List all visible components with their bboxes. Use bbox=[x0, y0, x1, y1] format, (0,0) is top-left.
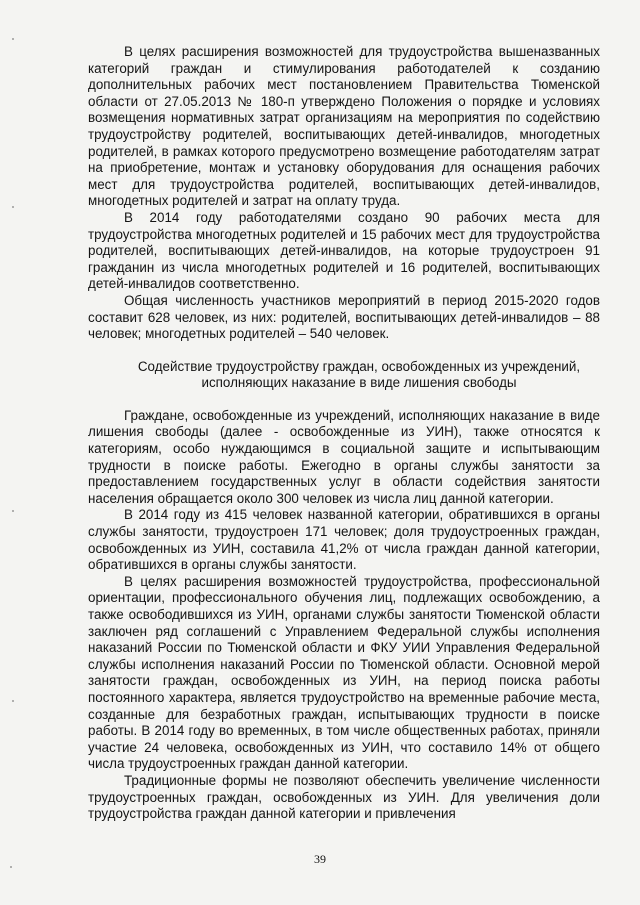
paragraph-3: Общая численность участников мероприятий в период 2015-2020 годов составит 628 человек, из них: родителей, воспитывающих детей-инвалидов – 88 человек; многодетных родителей – 540 человек. bbox=[88, 292, 600, 342]
page-number: 39 bbox=[314, 852, 326, 866]
paragraph-7: Традиционные формы не позволяют обеспечить увеличение численности трудоустроенных граждан, освобожденных из УИН. Для увеличения доли трудоустройства граждан данной категории и привлечения bbox=[88, 772, 600, 822]
paragraph-4: Граждане, освобожденные из учреждений, исполняющих наказание в виде лишения свободы (далее - освобожденные из УИН), также относятся к категориям, особо нуждающимся в социальной защите и испытывающим трудности в поиске работы. Ежегодно в органы службы занятости за предоставлением государственных услуг в области содействия занятости населения обращается около 300 человек из числа лиц данной категории. bbox=[88, 407, 600, 506]
paragraph-6: В целях расширения возможностей трудоустройства, профессиональной ориентации, профессионального обучения лиц, подлежащих освобождению, а также освободившихся из УИН, органами службы занятости Тюменской области заключен ряд соглашений с Управлением Федеральной службы исполнения наказаний России по Тюменской области и ФКУ УИИ Управления Федеральной службы исполнения наказаний России по Тюменской области. Основной мерой занятости граждан, освобожденных из УИН, на период поиска работы постоянного характера, является трудоустройство на временные рабочие места, созданные для безработных граждан, испытывающих трудности в поиске работы. В 2014 году во временных, в том числе общественных работах, приняли участие 24 человека, освобожденных из УИН, что составило 14% от общего числа трудоустроенных граждан данной категории. bbox=[88, 573, 600, 772]
spacer bbox=[88, 343, 600, 359]
paragraph-2: В 2014 году работодателями создано 90 рабочих места для трудоустройства многодетных родителей и 15 рабочих мест для трудоустройства родителей, воспитывающих детей-инвалидов, на которые трудоустроен 91 гражданин из числа многодетных родителей и 16 родителей, воспитывающих детей-инвалидов соответственно. bbox=[88, 209, 600, 292]
spacer bbox=[88, 392, 600, 408]
paragraph-5: В 2014 году из 415 человек названной категории, обратившихся в органы службы занятости, трудоустроен 171 человек; доля трудоустроенных граждан, освобожденных из УИН, составила 41,2% от числа граждан данной категории, обратившихся в органы службы занятости. bbox=[88, 507, 600, 573]
section-heading: Содействие трудоустройству граждан, освобожденных из учреждений, исполняющих наказание в виде лишения свободы bbox=[137, 358, 581, 391]
paragraph-1: В целях расширения возможностей для трудоустройства вышеназванных категорий граждан и стимулирования работодателей к созданию дополнительных рабочих мест постановлением Правительства Тюменской области от 27.05.2013 № 180-п утверждено Положения о порядке и условиях возмещения нормативных затрат организациям на мероприятия по содействию трудоустройству родителей, воспитывающих детей-инвалидов, многодетных родителей, в рамках которого предусмотрено возмещение работодателям затрат на приобретение, монтаж и установку оборудования для оснащения рабочих мест для трудоустройства родителей, воспитывающих детей-инвалидов, многодетных родителей и затрат на оплату труда. bbox=[88, 44, 600, 209]
